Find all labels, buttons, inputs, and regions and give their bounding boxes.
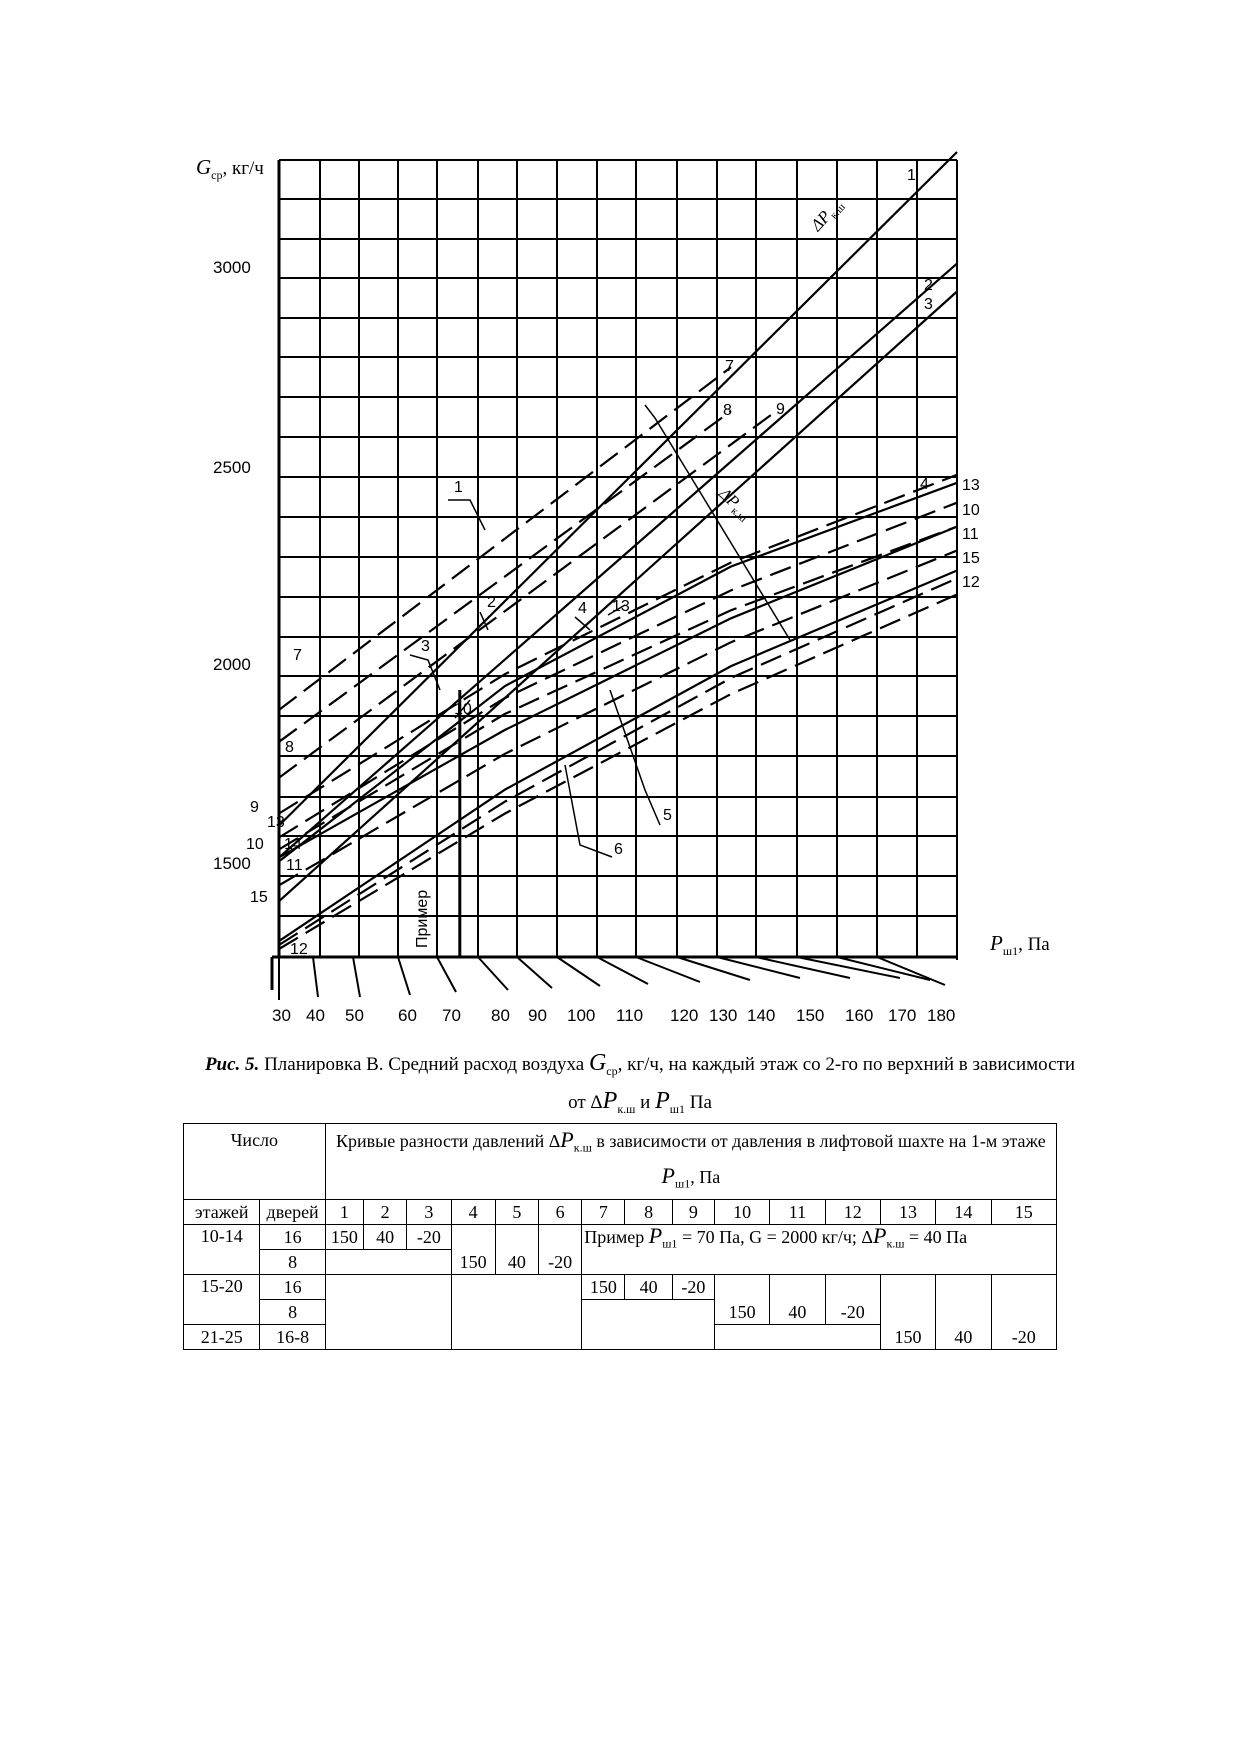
cell-empty: [325, 1275, 451, 1300]
inner-label-4: 4: [578, 600, 587, 617]
curve-label-12-left: 12: [290, 941, 308, 958]
example-text-1: Пример: [584, 1227, 649, 1248]
x-tick-label: 120: [670, 1006, 699, 1025]
cell-empty: [936, 1275, 991, 1325]
caption-text-1: Планировка В. Средний расход воздуха: [259, 1054, 589, 1075]
leader-line: [565, 765, 612, 857]
cell-doors: 16: [260, 1225, 325, 1250]
caption-text-4: Па: [684, 1091, 712, 1113]
cell-doors: 8: [260, 1250, 325, 1275]
curve-label-2: 2: [924, 277, 933, 294]
curve-num: 3: [407, 1200, 451, 1225]
cell-value: 40: [936, 1325, 991, 1350]
cell-empty: [770, 1275, 825, 1300]
cell-value: 40: [364, 1225, 407, 1250]
cell-value: 40: [495, 1250, 538, 1275]
curve-num: 15: [991, 1200, 1056, 1225]
curve-label-11-left: 11: [286, 857, 303, 874]
curve-4: [279, 483, 957, 862]
cell-value: 150: [880, 1325, 935, 1350]
header-curves: [325, 1124, 1056, 1200]
cell-empty: [451, 1300, 582, 1325]
table-header-row: [184, 1124, 1057, 1200]
x-tick-label: 180: [927, 1006, 956, 1025]
inner-label-2: 2: [487, 594, 496, 611]
leader-line: [410, 655, 440, 690]
cell-empty: [714, 1325, 880, 1350]
curves-table: [183, 1123, 1057, 1350]
example-label: Пример: [414, 889, 431, 948]
cell-empty: [495, 1225, 538, 1250]
x-tick-label: 110: [616, 1006, 644, 1025]
table-row: [184, 1325, 1057, 1350]
x-tick-ray: [517, 957, 552, 988]
curve-num: 13: [880, 1200, 935, 1225]
caption-g: G: [588, 1050, 607, 1076]
header-p2-sub: ш1: [675, 1176, 691, 1191]
x-tick-labels: [272, 1006, 955, 1025]
col-doors: дверей: [260, 1200, 325, 1225]
cell-empty: [451, 1225, 495, 1250]
cell-value: 150: [325, 1225, 363, 1250]
curve-num: 4: [451, 1200, 495, 1225]
curve-label-8-left: 8: [285, 739, 294, 756]
y-axis-label: $G_{ср}$, кг/ч: [196, 155, 264, 182]
curve-10: [279, 503, 957, 838]
y-tick-label: 2500: [213, 458, 251, 477]
curve-9: [279, 411, 776, 778]
curve-label-13-left: 13: [267, 814, 285, 831]
inner-label-3: 3: [421, 638, 430, 655]
caption-p2-sub: ш1: [669, 1101, 685, 1116]
header-p-sub: к.ш: [573, 1140, 592, 1155]
cell-value: -20: [538, 1250, 581, 1275]
curve-label-10: 10: [962, 502, 980, 519]
example-p-sub: ш1: [662, 1236, 678, 1251]
cell-empty: [325, 1325, 451, 1350]
curve-num: 11: [770, 1200, 825, 1225]
caption-text-3: и: [635, 1091, 656, 1113]
table-subheader-row: [184, 1200, 1057, 1225]
cell-value: 150: [451, 1250, 495, 1275]
x-tick-ray: [877, 957, 945, 985]
x-tick-ray: [756, 957, 850, 978]
x-tick-ray: [437, 957, 456, 992]
x-tick-ray: [717, 957, 800, 978]
inner-label-13: 13: [612, 598, 630, 615]
curve-label-12: 12: [962, 574, 980, 591]
cell-value: -20: [672, 1275, 714, 1300]
curve-11: [279, 527, 957, 858]
table-row: [184, 1275, 1057, 1300]
x-axis-label: $P_{ш1}$, Па: [990, 931, 1050, 958]
curve-num: 10: [714, 1200, 769, 1225]
curve-num: 6: [538, 1200, 581, 1225]
x-tick-label: 40: [306, 1006, 325, 1025]
caption-fig-label: Рис. 5.: [204, 1054, 260, 1075]
inner-label-1: 1: [454, 479, 463, 496]
cell-floors: 15-20: [184, 1275, 260, 1325]
cell-empty: [451, 1325, 582, 1350]
x-tick-ray: [313, 957, 318, 997]
curve-label-10-left: 10: [246, 836, 264, 853]
caption-text-2: , кг/ч, на каждый этаж со 2-го по верхний в зависимости от Δ: [568, 1054, 1076, 1113]
curve-6: [279, 594, 957, 949]
cell-value: -20: [407, 1225, 451, 1250]
x-tick-label: 140: [747, 1006, 776, 1025]
cell-empty: [538, 1225, 581, 1250]
inner-label-10: 10: [454, 701, 472, 718]
inner-label-6: 6: [614, 841, 623, 858]
curve-8: [279, 411, 731, 742]
curve-num: 8: [625, 1200, 672, 1225]
example-text-3: = 40 Па: [904, 1227, 968, 1248]
curve-label-9-left: 9: [250, 799, 259, 816]
caption-p1: P: [602, 1087, 618, 1114]
curve-num: 2: [364, 1200, 407, 1225]
x-tick-label: 130: [709, 1006, 738, 1025]
cell-doors: 16: [260, 1275, 325, 1300]
cell-empty: [991, 1275, 1056, 1325]
header-text-3: , Па: [690, 1166, 721, 1187]
y-tick-label: 2000: [213, 655, 251, 674]
inner-label-5: 5: [663, 807, 672, 824]
x-tick-ray: [398, 957, 410, 995]
caption-p1-sub: к.ш: [617, 1101, 636, 1116]
curve-label-11: 11: [962, 526, 979, 543]
table-row: [184, 1225, 1057, 1250]
x-tick-label: 90: [528, 1006, 547, 1025]
x-tick-label: 80: [491, 1006, 510, 1025]
header-count: Число: [184, 1124, 326, 1200]
example-text-2: = 70 Па, G = 2000 кг/ч; Δ: [677, 1227, 873, 1248]
curve-label-9: 9: [776, 401, 785, 418]
caption-g-sub: ср: [606, 1063, 618, 1078]
curve-label-8: 8: [723, 402, 732, 419]
cell-empty: [451, 1275, 582, 1300]
curve-label-7: 7: [725, 358, 734, 375]
curve-num: 12: [825, 1200, 880, 1225]
caption-p2: P: [655, 1087, 670, 1114]
curve-label-1: 1: [907, 167, 916, 184]
curve-label-7-left: 7: [293, 647, 302, 664]
delta-p-label-mid: $\Delta P_{к.ш}$: [715, 483, 749, 525]
chart-curves: [279, 152, 957, 949]
x-tick-label: 30: [272, 1006, 291, 1025]
curve-num: 7: [582, 1200, 625, 1225]
cell-empty: [325, 1250, 451, 1275]
cell-value: 40: [770, 1300, 825, 1325]
right-curve-labels: [723, 167, 980, 591]
curve-label-3: 3: [924, 296, 933, 313]
example-p2: P: [873, 1223, 887, 1249]
y-tick-label: 3000: [213, 258, 251, 277]
curve-2: [279, 264, 957, 858]
x-tick-label: 50: [345, 1006, 364, 1025]
example-p2-sub: к.ш: [886, 1236, 905, 1251]
cell-doors: 8: [260, 1300, 325, 1325]
delta-p-label-top: $\Delta P_{к.ш}$: [806, 201, 848, 235]
cell-empty: [582, 1300, 715, 1325]
header-text-1: Кривые разности давлений Δ: [336, 1131, 561, 1151]
cell-empty: [582, 1325, 715, 1350]
cell-doors: 16-8: [260, 1325, 325, 1350]
x-tick-ray: [597, 957, 648, 984]
curve-num: 9: [672, 1200, 714, 1225]
x-tick-label: 70: [442, 1006, 461, 1025]
cell-example: [582, 1225, 1057, 1275]
header-text-2: в зависимости от давления в лифтовой шахте на 1-м этаже: [591, 1131, 1046, 1151]
curve-label-15: 15: [962, 550, 980, 567]
x-tick-ray: [557, 957, 600, 986]
x-tick-label: 100: [567, 1006, 596, 1025]
x-tick-label: 150: [796, 1006, 825, 1025]
x-tick-label: 60: [398, 1006, 417, 1025]
cell-value: -20: [825, 1300, 880, 1325]
cell-empty: [714, 1275, 769, 1300]
curve-label-13: 13: [962, 477, 980, 494]
curve-num: 14: [936, 1200, 991, 1225]
x-tick-ray: [353, 957, 360, 997]
x-tick-label: 160: [845, 1006, 874, 1025]
cell-empty: [880, 1275, 935, 1325]
curve-label-14-left: 14: [284, 836, 302, 853]
header-p2: P: [661, 1162, 675, 1188]
cell-empty: [325, 1300, 451, 1325]
cell-value: 150: [582, 1275, 625, 1300]
chart-frame: [272, 160, 957, 1000]
figure-caption: [200, 1048, 1080, 1124]
example-p: P: [648, 1223, 663, 1249]
cell-floors: 10-14: [184, 1225, 260, 1275]
curve-label-15-left: 15: [250, 889, 268, 906]
cell-value: -20: [991, 1325, 1056, 1350]
x-tick-label: 170: [888, 1006, 917, 1025]
cell-floors: 21-25: [184, 1325, 260, 1350]
cell-empty: [825, 1275, 880, 1300]
header-p: P: [560, 1127, 574, 1152]
x-tick-ray: [478, 957, 508, 990]
chart-grid: [279, 160, 957, 957]
leader-line: [448, 500, 485, 530]
curve-num: 5: [495, 1200, 538, 1225]
curve-1: [279, 152, 957, 826]
cell-value: 40: [625, 1275, 672, 1300]
y-tick-label: 1500: [213, 854, 251, 873]
curve-num: 1: [325, 1200, 363, 1225]
curve-label-4: 4: [920, 476, 929, 493]
left-curve-labels: [246, 647, 308, 958]
cell-value: 150: [714, 1300, 769, 1325]
col-floors: этажей: [184, 1200, 260, 1225]
